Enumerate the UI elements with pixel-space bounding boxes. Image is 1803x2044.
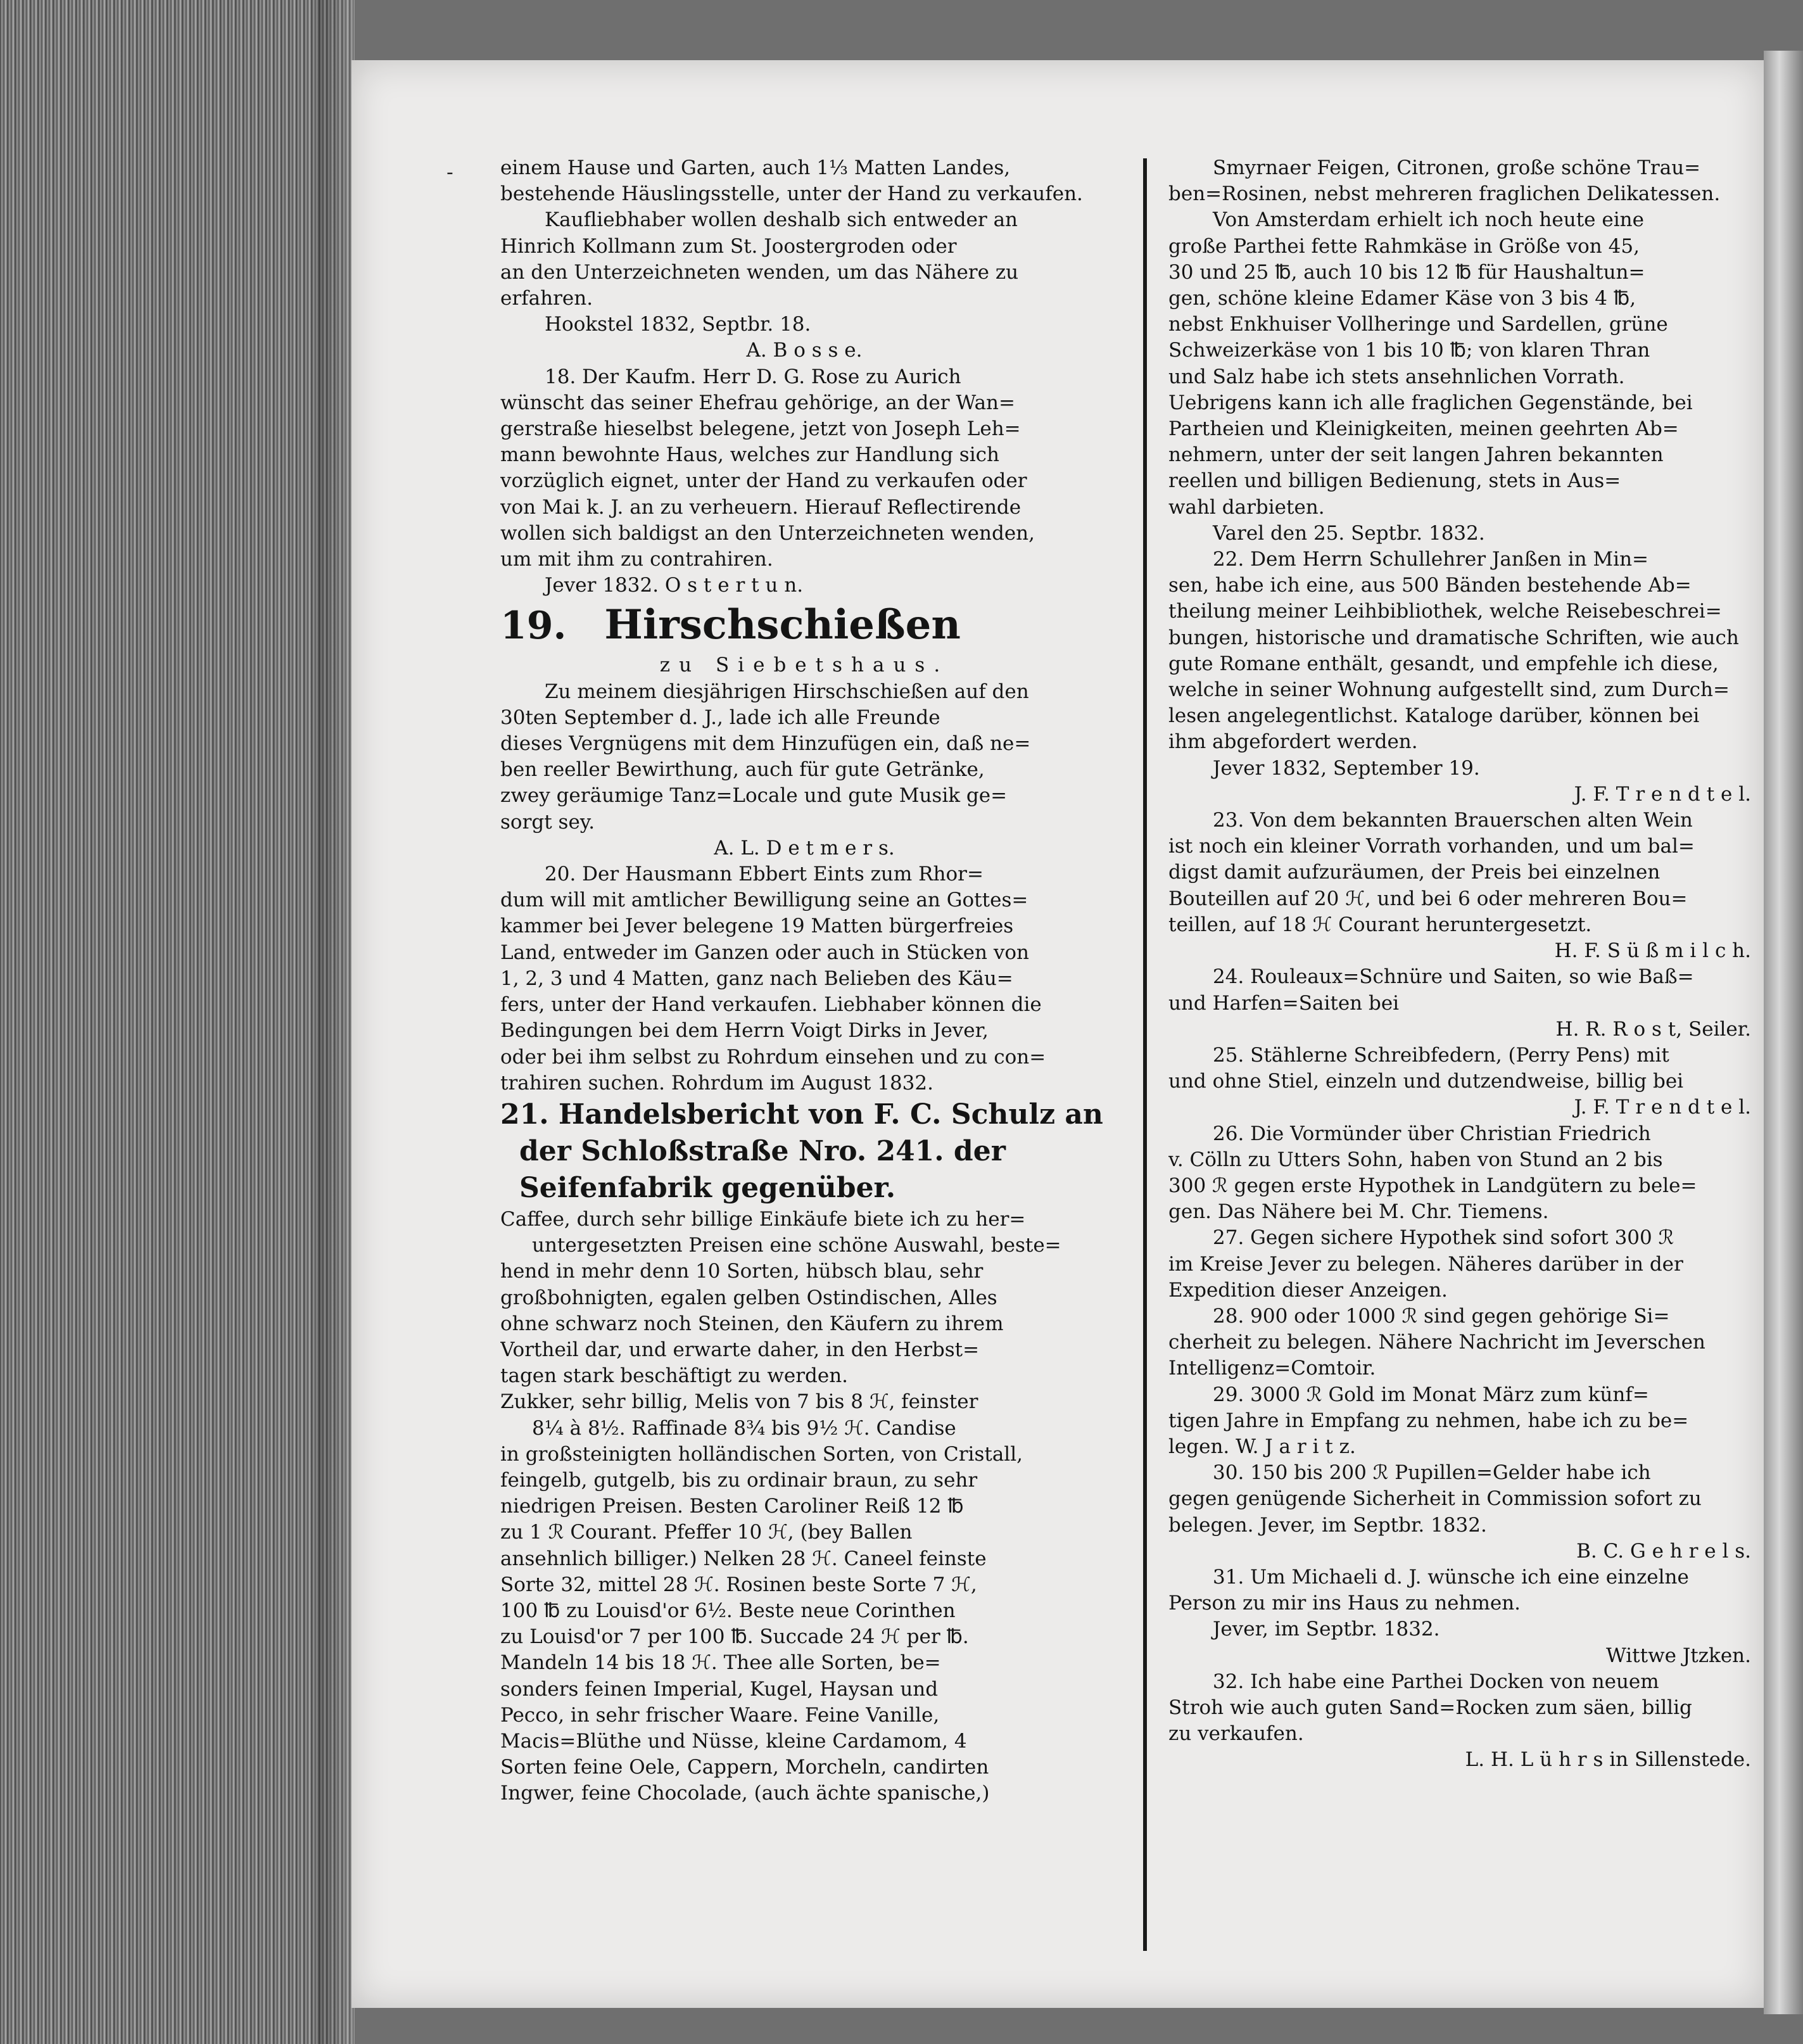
text-line: Uebrigens kann ich alle fraglichen Gegenstände, bei xyxy=(1168,391,1693,414)
text-line: tigen Jahre in Empfang zu nehmen, habe ich zu be= xyxy=(1168,1409,1689,1432)
text-line: um mit ihm zu contrahiren. xyxy=(500,548,773,571)
text-line: feingelb, gutgelb, bis zu ordinair braun, zu sehr xyxy=(500,1468,978,1492)
right-column xyxy=(1168,155,1751,1774)
text-line: Land, entweder im Ganzen oder auch in Stücken von xyxy=(500,941,1029,964)
text-line: Jever 1832, September 19. xyxy=(1213,756,1480,780)
right-column-text xyxy=(1168,155,1751,1774)
text-line: 32. Ich habe eine Parthei Docken von neuem xyxy=(1213,1670,1659,1693)
text-line: A. B o s s e. xyxy=(746,339,863,362)
text-line: zu verkaufen. xyxy=(1168,1722,1304,1746)
text-line: Intelligenz=Comtoir. xyxy=(1168,1357,1376,1380)
text-line: und ohne Stiel, einzeln und dutzendweise, billig bei xyxy=(1168,1070,1684,1093)
text-line: Jever 1832. O s t e r t u n. xyxy=(545,574,804,597)
left-column-text xyxy=(500,155,1108,599)
text-line: 30. 150 bis 200 ℛ Pupillen=Gelder habe ich xyxy=(1213,1461,1651,1485)
text-line: Von Amsterdam erhielt ich noch heute eine xyxy=(1213,208,1644,232)
text-line: dieses Vergnügens mit dem Hinzufügen ein, daß ne= xyxy=(500,732,1031,756)
text-line: 18. Der Kaufm. Herr D. G. Rose zu Aurich xyxy=(545,365,961,388)
text-line: dum will mit amtlicher Bewilligung seine an Gottes= xyxy=(500,889,1028,912)
text-line: v. Cölln zu Utters Sohn, haben von Stund an 2 bis xyxy=(1168,1148,1663,1171)
heading-21-line-3: Seifenfabrik gegenüber. xyxy=(519,1171,896,1204)
text-line: Kaufliebhaber wollen deshalb sich entweder an xyxy=(545,208,1018,232)
heading-19-title: Hirschschießen xyxy=(604,601,961,649)
text-line: ben=Rosinen, nebst mehreren fraglichen Delikatessen. xyxy=(1168,182,1721,206)
text-line: Smyrnaer Feigen, Citronen, große schöne Trau= xyxy=(1213,156,1701,179)
text-line: Person zu mir ins Haus zu nehmen. xyxy=(1168,1592,1521,1615)
text-line: lesen angelegentlichst. Kataloge darüber, können bei xyxy=(1168,704,1700,728)
text-line: 23. Von dem bekannten Brauerschen alten Wein xyxy=(1213,809,1693,832)
text-line: 20. Der Hausmann Ebbert Eints zum Rhor= xyxy=(545,863,984,886)
text-line: L. H. L ü h r s in Sillenstede. xyxy=(1465,1748,1751,1772)
text-line: oder bei ihm selbst zu Rohrdum einsehen und zu con= xyxy=(500,1045,1046,1069)
text-line: J. F. T r e n d t e l. xyxy=(1574,1096,1751,1119)
text-line: welche in seiner Wohnung aufgestellt sind, zum Durch= xyxy=(1168,678,1730,702)
text-line: Sorte 32, mittel 28 ℋ. Rosinen beste Sorte 7 ℋ, xyxy=(500,1573,977,1596)
text-line: Hookstel 1832, Septbr. 18. xyxy=(545,313,811,336)
text-line: bestehende Häuslingsstelle, unter der Hand zu verkaufen. xyxy=(500,182,1083,206)
text-line: 1, 2, 3 und 4 Matten, ganz nach Belieben des Käu= xyxy=(500,967,1013,990)
text-line: nehmern, unter der seit langen Jahren bekannten xyxy=(1168,443,1664,467)
text-line: wollen sich baldigst an den Unterzeichneten wenden, xyxy=(500,521,1035,545)
notice-21-text xyxy=(500,1207,1108,1807)
text-line: wahl darbieten. xyxy=(1168,495,1325,519)
text-line: Wittwe Jtzken. xyxy=(1605,1644,1751,1667)
text-line: 26. Die Vormünder über Christian Friedrich xyxy=(1213,1122,1651,1145)
text-line: ben reeller Bewirthung, auch für gute Getränke, xyxy=(500,758,985,782)
column-divider xyxy=(1143,158,1147,1951)
text-line: Zukker, sehr billig, Melis von 7 bis 8 ℋ, feinster xyxy=(500,1390,978,1414)
text-line: reellen und billigen Bedienung, stets in Aus= xyxy=(1168,469,1621,493)
text-line: großbohnigten, egalen gelben Ostindischen, Alles xyxy=(500,1286,997,1309)
text-line: wünscht das seiner Ehefrau gehörige, an der Wan= xyxy=(500,391,1015,414)
text-line: trahiren suchen. Rohrdum im August 1832. xyxy=(500,1071,933,1095)
text-line: gegen genügende Sicherheit in Commission sofort zu xyxy=(1168,1487,1702,1511)
text-line: 8¼ à 8½. Raffinade 8¾ bis 9½ ℋ. Candise xyxy=(532,1416,956,1440)
text-line: 22. Dem Herrn Schullehrer Janßen in Min= xyxy=(1213,548,1649,571)
heading-21-line-1: 21. Handelsbericht von F. C. Schulz an xyxy=(500,1098,1103,1131)
book-page-edges xyxy=(0,0,355,2044)
left-column xyxy=(500,155,1108,1807)
text-line: mann bewohnte Haus, welches zur Handlung sich xyxy=(500,443,999,467)
text-line: Partheien und Kleinigkeiten, meinen geehrten Ab= xyxy=(1168,417,1679,441)
text-line: zu Louisd'or 7 per 100 ℔. Succade 24 ℋ per ℔. xyxy=(500,1625,969,1649)
text-line: sorgt sey. xyxy=(500,810,595,834)
notice-19-20-text xyxy=(500,679,1108,1096)
next-page-edge xyxy=(1764,51,1803,2014)
text-line: sonders feinen Imperial, Kugel, Haysan und xyxy=(500,1677,939,1701)
text-line: 30 und 25 ℔, auch 10 bis 12 ℔ für Haushaltun= xyxy=(1168,260,1645,284)
text-line: 24. Rouleaux=Schnüre und Saiten, so wie Baß= xyxy=(1213,965,1694,989)
text-line: und Harfen=Saiten bei xyxy=(1168,991,1400,1015)
text-line: Ingwer, feine Chocolade, (auch ächte spanische,) xyxy=(500,1782,990,1805)
text-line: H. R. R o s t, Seiler. xyxy=(1555,1017,1751,1041)
text-line: Schweizerkäse von 1 bis 10 ℔; von klaren Thran xyxy=(1168,339,1650,362)
text-line: ansehnlich billiger.) Nelken 28 ℋ. Caneel feinste xyxy=(500,1547,987,1570)
text-line: an den Unterzeichneten wenden, um das Nähere zu xyxy=(500,260,1019,284)
heading-19-subtitle: zu Siebetshaus. xyxy=(659,654,949,677)
text-line: zwey geräumige Tanz=Locale und gute Musik ge= xyxy=(500,784,1008,808)
text-line: Stroh wie auch guten Sand=Rocken zum säen, billig xyxy=(1168,1696,1692,1719)
text-line: Bouteillen auf 20 ℋ, und bei 6 oder mehreren Bou= xyxy=(1168,887,1688,910)
text-line: 25. Stählerne Schreibfedern, (Perry Pens) mit xyxy=(1213,1043,1669,1067)
newspaper-page xyxy=(351,60,1764,2008)
text-line: gute Romane enthält, gesandt, und empfehle ich diese, xyxy=(1168,652,1719,675)
text-line: im Kreise Jever zu belegen. Näheres darüber in der xyxy=(1168,1252,1683,1276)
text-line: Bedingungen bei dem Herrn Voigt Dirks in Jever, xyxy=(500,1019,989,1043)
text-line: Macis=Blüthe und Nüsse, kleine Cardamom, 4 xyxy=(500,1729,967,1753)
text-line: Vortheil dar, und erwarte daher, in den Herbst= xyxy=(500,1338,980,1361)
text-line: fers, unter der Hand verkaufen. Liebhaber können die xyxy=(500,993,1042,1017)
text-line: und Salz habe ich stets ansehnlichen Vorrath. xyxy=(1168,365,1625,388)
text-line: A. L. D e t m e r s. xyxy=(714,836,895,860)
text-line: tagen stark beschäftigt zu werden. xyxy=(500,1364,849,1388)
text-line: belegen. Jever, im Septbr. 1832. xyxy=(1168,1513,1487,1537)
text-line: cherheit zu belegen. Nähere Nachricht im Jeverschen xyxy=(1168,1331,1705,1354)
text-line: J. F. T r e n d t e l. xyxy=(1574,782,1751,806)
text-line: ihm abgefordert werden. xyxy=(1168,730,1418,754)
text-line: untergesetzten Preisen eine schöne Auswahl, beste= xyxy=(532,1234,1061,1257)
text-line: ohne schwarz noch Steinen, den Käufern zu ihrem xyxy=(500,1312,1004,1335)
text-line: Varel den 25. Septbr. 1832. xyxy=(1213,521,1485,545)
text-line: Jever, im Septbr. 1832. xyxy=(1213,1618,1440,1641)
text-line: teillen, auf 18 ℋ Courant heruntergesetzt. xyxy=(1168,913,1592,936)
text-line: nebst Enkhuiser Vollheringe und Sardellen, grüne xyxy=(1168,313,1668,336)
text-line: gen, schöne kleine Edamer Käse von 3 bis 4 ℔, xyxy=(1168,287,1636,310)
text-line: bungen, historische und dramatische Schriften, wie auch xyxy=(1168,626,1739,649)
text-line: sen, habe ich eine, aus 500 Bänden bestehende Ab= xyxy=(1168,574,1692,597)
text-line: Expedition dieser Anzeigen. xyxy=(1168,1278,1448,1302)
text-line: 31. Um Michaeli d. J. wünsche ich eine einzelne xyxy=(1213,1565,1689,1589)
text-line: in großsteinigten holländischen Sorten, von Cristall, xyxy=(500,1442,1023,1466)
text-line: H. F. S ü ß m i l c h. xyxy=(1554,939,1751,963)
text-line: 100 ℔ zu Louisd'or 6½. Beste neue Corinthen xyxy=(500,1599,956,1622)
text-line: einem Hause und Garten, auch 1⅓ Matten Landes, xyxy=(500,156,1011,179)
heading-21-line-2: der Schloßstraße Nro. 241. der xyxy=(519,1134,1006,1167)
text-line: vorzüglich eignet, unter der Hand zu verkaufen oder xyxy=(500,469,1027,493)
text-line: 27. Gegen sichere Hypothek sind sofort 300 ℛ xyxy=(1213,1226,1674,1250)
text-line: Zu meinem diesjährigen Hirschschießen auf den xyxy=(545,680,1029,703)
text-line: 30ten September d. J., lade ich alle Freunde xyxy=(500,706,940,729)
margin-mark: - xyxy=(446,162,453,184)
text-line: Caffee, durch sehr billige Einkäufe biete ich zu her= xyxy=(500,1207,1026,1231)
text-line: von Mai k. J. an zu verheuern. Hierauf Reflectirende xyxy=(500,495,1022,519)
text-line: gen. Das Nähere bei M. Chr. Tiemens. xyxy=(1168,1200,1549,1224)
text-line: theilung meiner Leihbibliothek, welche Reisebeschrei= xyxy=(1168,600,1722,623)
text-line: Sorten feine Oele, Cappern, Morcheln, candirten xyxy=(500,1756,989,1779)
text-line: kammer bei Jever belegene 19 Matten bürgerfreies xyxy=(500,915,1014,938)
text-line: gerstraße hieselbst belegene, jetzt von Joseph Leh= xyxy=(500,417,1021,441)
text-line: hend in mehr denn 10 Sorten, hübsch blau, sehr xyxy=(500,1260,984,1283)
text-line: Pecco, in sehr frischer Waare. Feine Vanille, xyxy=(500,1703,940,1727)
heading-19-number: 19. xyxy=(500,604,567,649)
text-line: 28. 900 oder 1000 ℛ sind gegen gehörige Si= xyxy=(1213,1304,1670,1328)
text-line: Hinrich Kollmann zum St. Joostergroden oder xyxy=(500,234,957,258)
text-line: 300 ℛ gegen erste Hypothek in Landgütern zu bele= xyxy=(1168,1174,1697,1197)
text-line: ist noch ein kleiner Vorrath vorhanden, und um bal= xyxy=(1168,835,1695,858)
text-line: B. C. G e h r e l s. xyxy=(1576,1539,1751,1563)
text-line: niedrigen Preisen. Besten Caroliner Reiß 12 ℔ xyxy=(500,1495,964,1518)
text-line: legen. W. J a r i t z. xyxy=(1168,1435,1356,1458)
text-line: digst damit aufzuräumen, der Preis bei einzelnen xyxy=(1168,861,1661,884)
text-line: erfahren. xyxy=(500,287,593,310)
text-line: große Parthei fette Rahmkäse in Größe von 45, xyxy=(1168,234,1640,258)
text-line: Mandeln 14 bis 18 ℋ. Thee alle Sorten, be= xyxy=(500,1651,941,1675)
text-line: zu 1 ℛ Courant. Pfeffer 10 ℋ, (bey Ballen xyxy=(500,1521,913,1544)
text-line: 29. 3000 ℛ Gold im Monat März zum künf= xyxy=(1213,1383,1649,1406)
heading-19 xyxy=(500,599,1108,652)
